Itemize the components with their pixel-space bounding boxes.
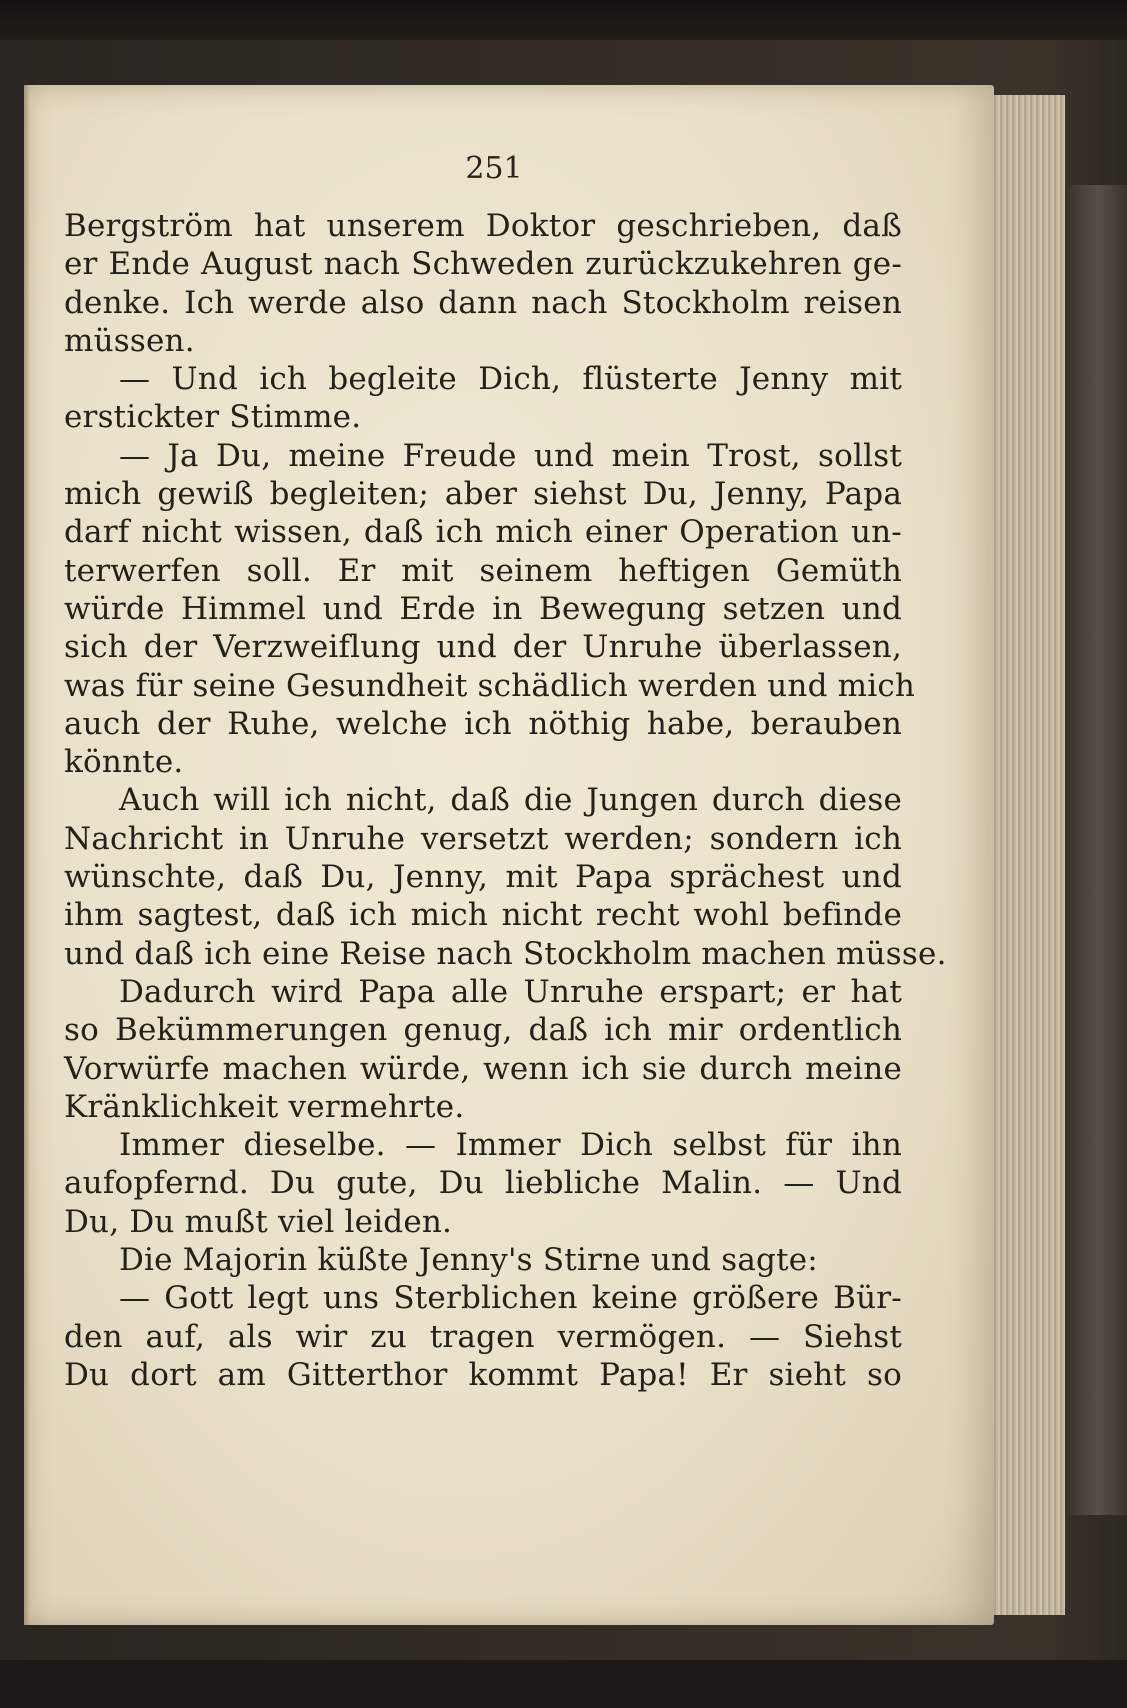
text-line: Die Majorin küßte Jenny's Stirne und sagte: bbox=[119, 1242, 818, 1279]
text-line: er Ende August nach Schweden zurückzukehren ge- bbox=[64, 246, 902, 283]
text-line: auch der Ruhe, welche ich nöthig habe, berauben bbox=[64, 705, 902, 742]
text-line: terwerfen soll. Er mit seinem heftigen Gemüth bbox=[64, 552, 902, 589]
text-line: was für seine Gesundheit schädlich werden und mich bbox=[64, 667, 916, 704]
page-fold bbox=[24, 85, 30, 1625]
text-line: sich der Verzweiflung und der Unruhe überlassen, bbox=[64, 629, 902, 666]
text-line: Kränklichkeit vermehrte. bbox=[64, 1088, 465, 1125]
text-line: könnte. bbox=[64, 744, 184, 781]
book-page bbox=[24, 85, 994, 1625]
body-text bbox=[64, 207, 947, 1394]
text-line: — Gott legt uns Sterblichen keine größere Bür- bbox=[119, 1280, 902, 1317]
text-line: denke. Ich werde also dann nach Stockholm reisen bbox=[64, 284, 902, 321]
text-line: müssen. bbox=[64, 322, 195, 359]
text-line: und daß ich eine Reise nach Stockholm machen müsse. bbox=[64, 935, 947, 972]
text-line: Du dort am Gitterthor kommt Papa! Er sieht so bbox=[64, 1356, 902, 1393]
text-line: ihm sagtest, daß ich mich nicht recht wohl befinde bbox=[64, 897, 902, 934]
text-line: Nachricht in Unruhe versetzt werden; sondern ich bbox=[64, 820, 902, 857]
text-line: den auf, als wir zu tragen vermögen. — Siehst bbox=[64, 1318, 902, 1355]
text-line: erstickter Stimme. bbox=[64, 399, 362, 436]
text-line: — Ja Du, meine Freude und mein Trost, sollst bbox=[119, 437, 902, 474]
text-line: Auch will ich nicht, daß die Jungen durch diese bbox=[119, 782, 902, 819]
text-line: Immer dieselbe. — Immer Dich selbst für ihn bbox=[119, 1127, 902, 1164]
page-number: 251 bbox=[465, 151, 523, 186]
text-line: — Und ich begleite Dich, flüsterte Jenny mit bbox=[119, 361, 902, 398]
text-line: Bergström hat unserem Doktor geschrieben, daß bbox=[64, 208, 902, 244]
text-line: Du, Du mußt viel leiden. bbox=[64, 1203, 453, 1240]
text-line: Vorwürfe machen würde, wenn ich sie durch meine bbox=[64, 1050, 902, 1087]
text-line: Dadurch wird Papa alle Unruhe erspart; er hat bbox=[119, 973, 902, 1010]
text-line: wünschte, daß Du, Jenny, mit Papa sprächest und bbox=[64, 859, 902, 896]
book-cover-edge bbox=[1068, 185, 1127, 1515]
text-line: aufopfernd. Du gute, Du liebliche Malin. — Und bbox=[64, 1165, 902, 1202]
text-line: würde Himmel und Erde in Bewegung setzen und bbox=[64, 590, 902, 627]
text-line: darf nicht wissen, daß ich mich einer Operation un- bbox=[64, 514, 902, 551]
page-edges bbox=[985, 95, 1065, 1615]
text-line: so Bekümmerungen genug, daß ich mir ordentlich bbox=[64, 1012, 902, 1049]
text-line: mich gewiß begleiten; aber siehst Du, Jenny, Papa bbox=[64, 476, 902, 513]
